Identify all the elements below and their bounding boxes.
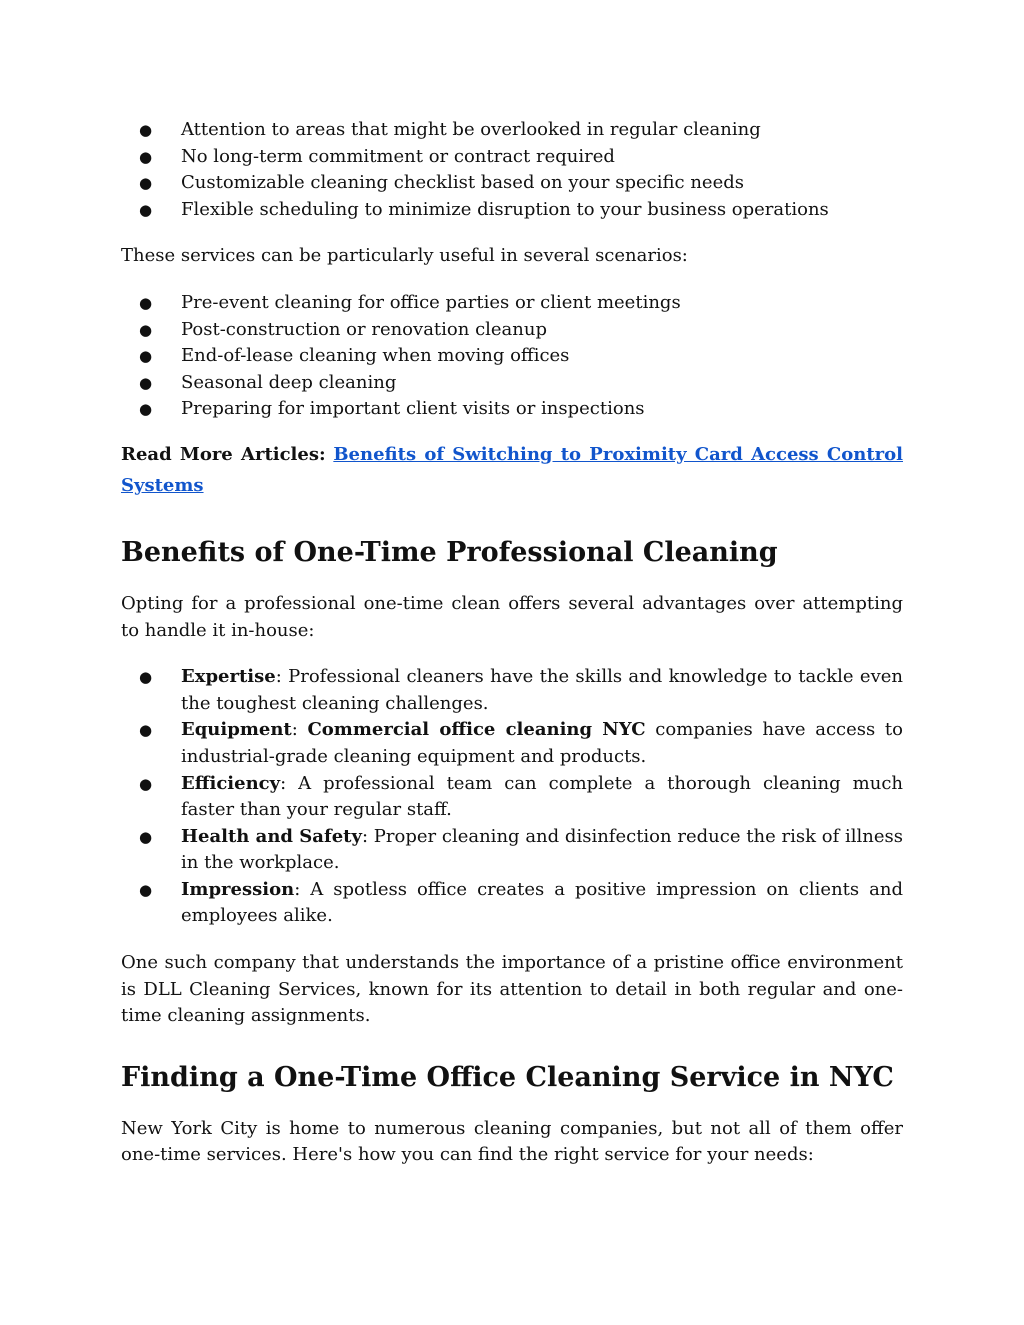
benefits-intro: Opting for a professional one-time clean offers several advantages over attempting to handle it in-house:	[121, 592, 903, 641]
list-item	[121, 664, 903, 717]
benefit-text: : Proper cleaning and disinfection reduce the risk of illness in the workplace.	[181, 825, 903, 874]
benefit-text: :	[291, 719, 308, 741]
read-more-link[interactable]: Benefits of Switching to Proximity Card Access Control Systems	[121, 443, 903, 496]
benefit-text: : A professional team can complete a thorough cleaning much faster than your regular staff.	[181, 772, 903, 821]
list-item	[121, 290, 903, 317]
benefit-text: : A spotless office creates a positive impression on clients and employees alike.	[181, 878, 903, 927]
list-item-text	[181, 824, 903, 877]
benefit-term: Expertise	[181, 666, 276, 688]
benefit-keyword: Commercial office cleaning NYC	[307, 719, 646, 741]
list-item-text: Post-construction or renovation cleanup	[181, 318, 547, 340]
bullet-icon: ●	[139, 200, 153, 219]
section-heading-finding: Finding a One-Time Office Cleaning Service in NYC	[121, 1061, 894, 1093]
list-item-text: Attention to areas that might be overlooked in regular cleaning	[181, 119, 761, 140]
list-item	[121, 396, 903, 423]
list-item	[121, 170, 903, 197]
list-item	[121, 877, 903, 930]
list-item-text	[181, 877, 903, 930]
bullet-icon: ●	[139, 121, 153, 139]
benefit-text: : Professional cleaners have the skills and knowledge to tackle even the toughest cleaning challenges.	[181, 666, 903, 714]
finding-intro: New York City is home to numerous cleaning companies, but not all of them offer one-time services. Here's how you can find the right service for your needs:	[121, 1117, 903, 1166]
list-item-text: No long-term commitment or contract required	[181, 145, 615, 167]
list-item	[121, 197, 903, 224]
bullet-icon: ●	[139, 373, 153, 392]
features-list	[121, 117, 903, 223]
list-item	[121, 771, 903, 824]
list-item-text	[181, 664, 903, 717]
bullet-icon: ●	[139, 174, 153, 193]
scenarios-intro: These services can be particularly useful in several scenarios:	[121, 245, 688, 267]
bullet-icon: ●	[139, 147, 153, 166]
bullet-icon: ●	[139, 347, 153, 366]
benefit-term: Equipment	[181, 719, 292, 741]
read-more-line	[121, 439, 903, 501]
benefits-list	[121, 664, 903, 930]
benefit-term: Efficiency	[181, 772, 281, 794]
list-item-text: Customizable cleaning checklist based on your specific needs	[181, 172, 744, 194]
benefits-closing: One such company that understands the importance of a pristine office environment is DLL Cleaning Services, known for its attention to detail in both regular and one-time cleaning assignments.	[121, 952, 903, 1027]
list-item	[121, 824, 903, 877]
bullet-icon: ●	[139, 293, 153, 312]
list-item-text	[181, 771, 903, 824]
bullet-icon: ●	[139, 880, 153, 899]
list-item	[121, 117, 903, 144]
bullet-icon: ●	[139, 721, 153, 740]
benefit-term: Health and Safety	[181, 825, 362, 847]
bullet-icon: ●	[139, 320, 153, 339]
bullet-icon: ●	[139, 827, 153, 846]
list-item-text: Flexible scheduling to minimize disruption to your business operations	[181, 198, 829, 220]
bullet-icon: ●	[139, 774, 153, 793]
benefit-text: companies have access to industrial-grade cleaning equipment and products.	[181, 719, 903, 767]
list-item-text	[181, 717, 903, 770]
list-item	[121, 717, 903, 770]
list-item	[121, 370, 903, 397]
list-item-text: Preparing for important client visits or inspections	[181, 398, 645, 420]
list-item-text: End-of-lease cleaning when moving offices	[181, 345, 570, 367]
list-item-text: Seasonal deep cleaning	[181, 371, 397, 393]
list-item	[121, 317, 903, 344]
scenarios-list	[121, 290, 903, 423]
document-page	[121, 117, 903, 1169]
benefit-term: Impression	[181, 878, 295, 900]
section-heading-benefits: Benefits of One-Time Professional Cleaning	[121, 536, 778, 568]
list-item-text: Pre-event cleaning for office parties or client meetings	[181, 291, 681, 313]
list-item	[121, 343, 903, 370]
bullet-icon: ●	[139, 668, 153, 687]
bullet-icon: ●	[139, 400, 153, 419]
read-more-label: Read More Articles:	[121, 443, 326, 465]
list-item	[121, 144, 903, 171]
